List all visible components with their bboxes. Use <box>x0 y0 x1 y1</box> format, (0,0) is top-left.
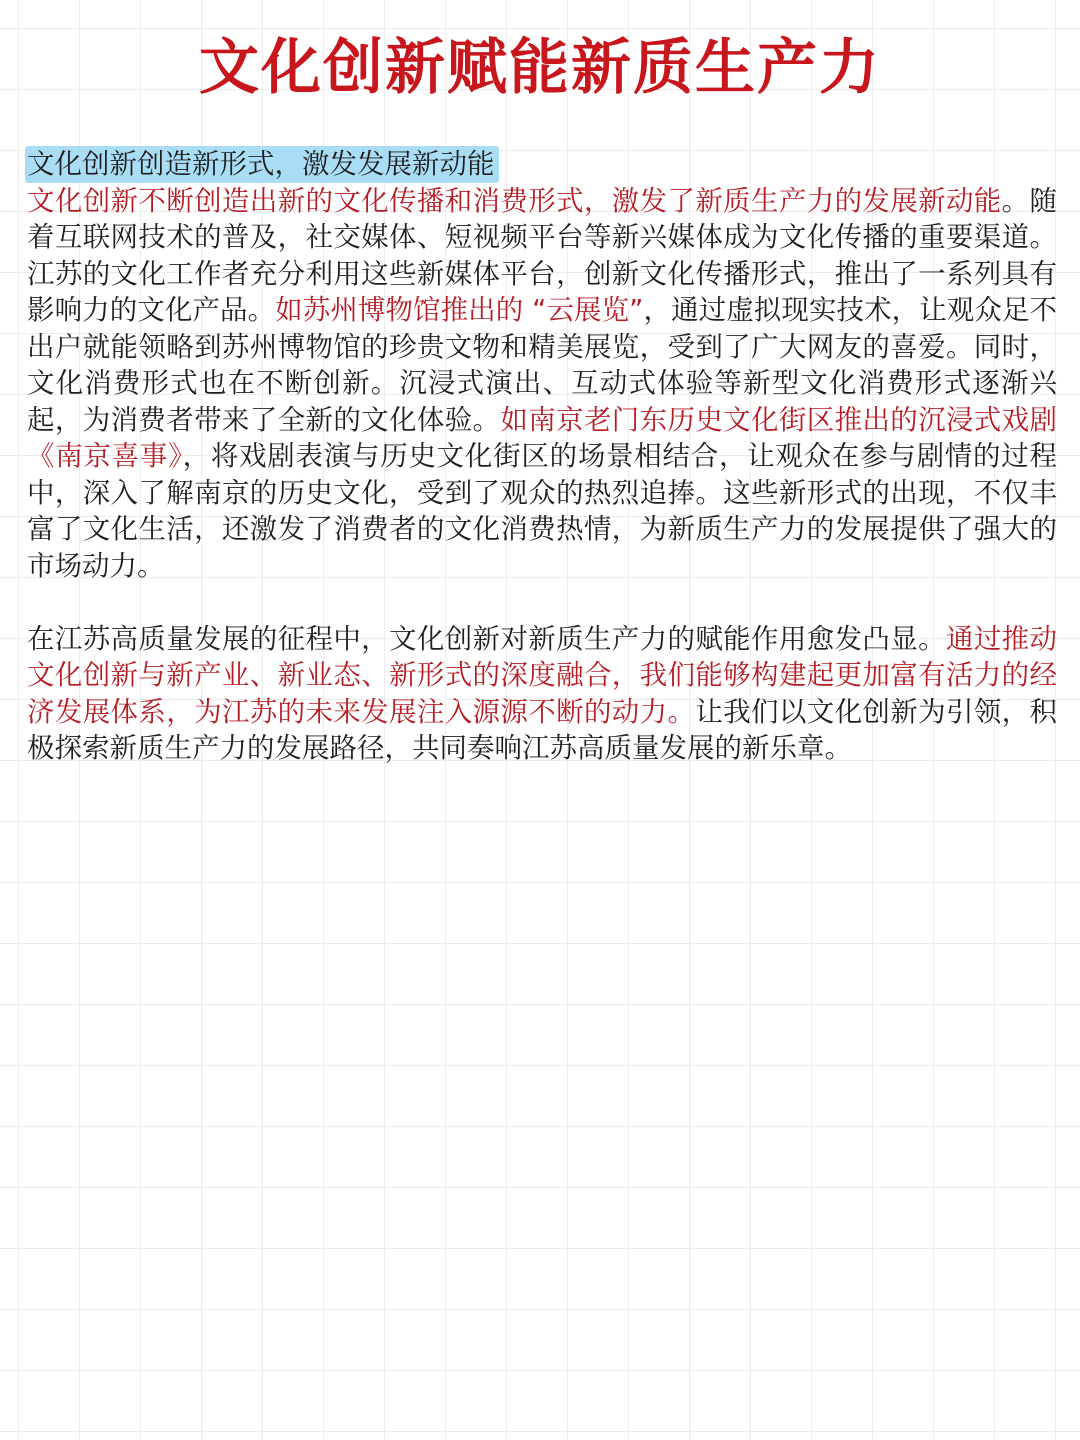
article-body <box>27 146 1057 767</box>
text-segment: 。随着互联网技术的普及，社交媒体、短视频平台等新兴媒体成为文化传播的重要渠道。江苏的文化工作者充分利用这些新媒体平台，创新文化传播形式，推出了一系列具有影响力的文化产品。 <box>27 184 1058 326</box>
text-segment: 文化创新不断创造出新的文化传播和消费形式，激发了新质生产力的发展新动能 <box>27 184 1002 217</box>
page-title: 文化创新赋能新质生产力 <box>199 33 881 103</box>
paragraph-2 <box>27 621 1057 767</box>
text-segment: 让我们以文化创新为引领，积极探索新质生产力的发展路径，共同奏响江苏高质量发展的新乐章。 <box>27 695 1058 764</box>
paragraph-spacer <box>27 584 1057 621</box>
paragraph-1 <box>27 183 1057 585</box>
section-heading: 文化创新创造新形式，激发发展新动能 <box>25 146 499 183</box>
text-segment: 如南京老门东历史文化街区推出的沉浸式戏剧《南京喜事》 <box>27 403 1058 472</box>
text-segment: 如苏州博物馆推出的 “云展览” <box>275 294 644 326</box>
text-segment: 在江苏高质量发展的征程中，文化创新对新质生产力的赋能作用愈发凸显。 <box>27 622 946 655</box>
text-segment: ，将戏剧表演与历史文化街区的场景相结合，让观众在参与剧情的过程中，深入了解南京的历史文化，受到了观众的热烈追捧。这些新形式的出现，不仅丰富了文化生活，还激发了消费者的文化消费热情，为新质生产力的发展提供了强大的市场动力。 <box>27 440 1057 582</box>
text-segment: ，通过虚拟现实技术，让观众足不出户就能领略到苏州博物馆的珍贵文物和精美展览，受到了广大网友的喜爱。同时，文化消费形式也在不断创新。沉浸式演出、互动式体验等新型文化消费形式逐渐兴起，为消费者带来了全新的文化体验。 <box>27 294 1058 436</box>
text-segment: 通过推动文化创新与新产业、新业态、新形式的深度融合，我们能够构建起更加富有活力的经济发展体系，为江苏的未来发展注入源源不断的动力。 <box>27 622 1058 728</box>
